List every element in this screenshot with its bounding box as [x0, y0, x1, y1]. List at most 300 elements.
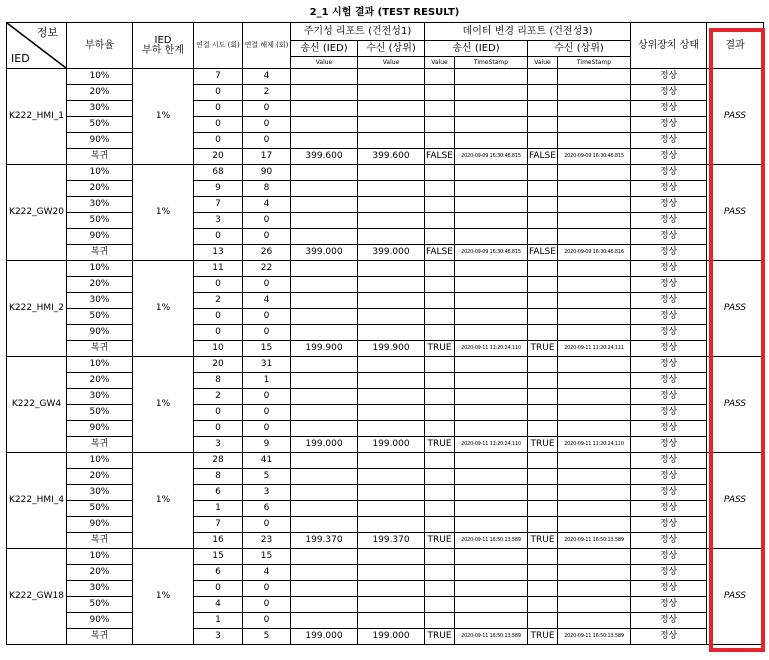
change-send-value — [425, 389, 455, 405]
periodic-recv-value — [358, 565, 425, 581]
corner-header-bottom: IED — [11, 52, 30, 65]
corner-header — [7, 23, 67, 69]
ied-limit-cell: 1% — [133, 165, 194, 261]
change-send-value — [425, 597, 455, 613]
periodic-recv-value — [358, 389, 425, 405]
load-rate-cell: 20% — [67, 373, 133, 389]
upper-status-cell: 정상 — [631, 629, 707, 645]
load-rate-cell: 50% — [67, 501, 133, 517]
change-recv-timestamp — [558, 613, 631, 629]
change-send-timestamp — [455, 421, 528, 437]
change-send-timestamp — [455, 229, 528, 245]
change-send-timestamp — [455, 453, 528, 469]
table-row — [7, 133, 764, 149]
change-send-value — [425, 213, 455, 229]
change-recv-value — [528, 197, 558, 213]
result-cell: PASS — [707, 261, 764, 357]
load-rate-cell: 30% — [67, 485, 133, 501]
load-rate-cell: 복귀 — [67, 533, 133, 549]
periodic-recv-value — [358, 517, 425, 533]
conn-release-cell: 15 — [243, 341, 291, 357]
table-row — [7, 309, 764, 325]
conn-attempt-cell: 20 — [194, 357, 243, 373]
change-recv-value — [528, 325, 558, 341]
periodic-send-value — [291, 165, 358, 181]
conn-attempt-cell: 3 — [194, 213, 243, 229]
change-recv-value: FALSE — [528, 245, 558, 261]
conn-release-cell: 0 — [243, 389, 291, 405]
change-send-timestamp — [455, 549, 528, 565]
conn-attempt-cell: 0 — [194, 405, 243, 421]
upper-status-cell: 정상 — [631, 277, 707, 293]
change-send-timestamp — [455, 309, 528, 325]
change-send-value — [425, 501, 455, 517]
change-recv-timestamp — [558, 357, 631, 373]
change-recv-timestamp — [558, 485, 631, 501]
periodic-recv-value: 199.900 — [358, 341, 425, 357]
change-recv-value — [528, 165, 558, 181]
periodic-report-header: 주기성 리포트 (건전성1) — [291, 23, 425, 41]
load-rate-cell: 30% — [67, 581, 133, 597]
change-send-value — [425, 565, 455, 581]
conn-release-cell: 4 — [243, 293, 291, 309]
change-send-timestamp — [455, 581, 528, 597]
change-recv-timestamp — [558, 165, 631, 181]
table-row — [7, 341, 764, 357]
periodic-recv-value — [358, 581, 425, 597]
periodic-send-value — [291, 309, 358, 325]
periodic-recv-value — [358, 181, 425, 197]
periodic-send-value — [291, 181, 358, 197]
conn-release-cell: 41 — [243, 453, 291, 469]
load-rate-cell: 10% — [67, 549, 133, 565]
change-send-timestamp — [455, 501, 528, 517]
load-rate-cell: 20% — [67, 469, 133, 485]
load-rate-cell: 20% — [67, 277, 133, 293]
conn-attempt-cell: 8 — [194, 373, 243, 389]
change-send-value: TRUE — [425, 629, 455, 645]
result-header: 결과 — [707, 23, 764, 69]
load-rate-cell: 50% — [67, 597, 133, 613]
periodic-send-value — [291, 261, 358, 277]
change-recv-timestamp: 2020-09-09 16:30:46.816 — [558, 245, 631, 261]
change-send-value — [425, 469, 455, 485]
result-cell: PASS — [707, 549, 764, 645]
ied-limit-header-line1: IED — [154, 34, 172, 46]
change-send-timestamp — [455, 101, 528, 117]
change-recv-value — [528, 565, 558, 581]
upper-status-cell: 정상 — [631, 229, 707, 245]
conn-release-cell: 26 — [243, 245, 291, 261]
change-recv-timestamp — [558, 373, 631, 389]
load-rate-cell: 90% — [67, 133, 133, 149]
table-row — [7, 405, 764, 421]
upper-status-cell: 정상 — [631, 181, 707, 197]
periodic-send-value — [291, 325, 358, 341]
load-rate-cell: 90% — [67, 613, 133, 629]
periodic-recv-value — [358, 69, 425, 85]
change-send-value: FALSE — [425, 245, 455, 261]
load-rate-cell: 10% — [67, 261, 133, 277]
change-send-timestamp — [455, 85, 528, 101]
upper-status-cell: 정상 — [631, 245, 707, 261]
conn-attempt-cell: 6 — [194, 565, 243, 581]
change-recv-value: TRUE — [528, 341, 558, 357]
load-rate-cell: 30% — [67, 389, 133, 405]
load-rate-cell: 50% — [67, 213, 133, 229]
conn-release-cell: 0 — [243, 421, 291, 437]
conn-release-cell: 0 — [243, 133, 291, 149]
table-row — [7, 261, 764, 277]
change-send-timestamp — [455, 277, 528, 293]
test-result-table — [6, 22, 764, 645]
change-send-timestamp — [455, 517, 528, 533]
conn-attempt-cell: 0 — [194, 133, 243, 149]
change-send-timestamp — [455, 133, 528, 149]
table-row — [7, 581, 764, 597]
periodic-recv-value — [358, 357, 425, 373]
load-rate-header: 부하율 — [67, 23, 133, 69]
conn-attempt-cell: 68 — [194, 165, 243, 181]
change-send-timestamp — [455, 597, 528, 613]
upper-status-cell: 정상 — [631, 565, 707, 581]
conn-release-cell: 90 — [243, 165, 291, 181]
change-recv-timestamp — [558, 597, 631, 613]
table-row — [7, 197, 764, 213]
change-send-timestamp — [455, 261, 528, 277]
change-recv-timestamp — [558, 469, 631, 485]
upper-status-cell: 정상 — [631, 613, 707, 629]
change-send-value — [425, 165, 455, 181]
periodic-recv-value — [358, 261, 425, 277]
upper-status-cell: 정상 — [631, 469, 707, 485]
change-recv-timestamp — [558, 277, 631, 293]
change-send-timestamp — [455, 197, 528, 213]
conn-release-cell: 15 — [243, 549, 291, 565]
load-rate-cell: 10% — [67, 69, 133, 85]
conn-attempt-cell: 1 — [194, 613, 243, 629]
change-recv-value — [528, 293, 558, 309]
change-recv-value — [528, 405, 558, 421]
change-recv-timestamp-header: TimeStamp — [558, 57, 631, 69]
change-recv-value — [528, 453, 558, 469]
upper-status-cell: 정상 — [631, 117, 707, 133]
conn-attempt-cell: 7 — [194, 197, 243, 213]
change-send-value — [425, 229, 455, 245]
conn-attempt-cell: 0 — [194, 325, 243, 341]
table-row — [7, 501, 764, 517]
change-recv-timestamp — [558, 85, 631, 101]
change-send-timestamp — [455, 565, 528, 581]
change-send-value — [425, 261, 455, 277]
change-send-timestamp — [455, 325, 528, 341]
periodic-recv-header: 수신 (상위) — [358, 41, 425, 57]
periodic-recv-value — [358, 293, 425, 309]
conn-release-cell: 0 — [243, 517, 291, 533]
conn-attempt-cell: 10 — [194, 341, 243, 357]
periodic-recv-value — [358, 229, 425, 245]
change-recv-value: TRUE — [528, 629, 558, 645]
conn-release-cell: 0 — [243, 405, 291, 421]
conn-release-cell: 4 — [243, 197, 291, 213]
periodic-recv-value: 199.000 — [358, 629, 425, 645]
periodic-recv-value — [358, 421, 425, 437]
load-rate-cell: 복귀 — [67, 437, 133, 453]
upper-status-cell: 정상 — [631, 197, 707, 213]
change-send-timestamp — [455, 469, 528, 485]
upper-status-cell: 정상 — [631, 133, 707, 149]
periodic-send-value: 399.600 — [291, 149, 358, 165]
conn-release-cell: 0 — [243, 581, 291, 597]
change-send-timestamp — [455, 117, 528, 133]
conn-attempt-cell: 3 — [194, 629, 243, 645]
conn-attempt-cell: 7 — [194, 69, 243, 85]
ied-name-cell: K222_GW20 — [7, 165, 67, 261]
periodic-send-value: 199.370 — [291, 533, 358, 549]
change-recv-value — [528, 373, 558, 389]
change-recv-value-header: Value — [528, 57, 558, 69]
conn-attempt-cell: 0 — [194, 309, 243, 325]
conn-attempt-cell: 6 — [194, 485, 243, 501]
conn-attempt-cell: 11 — [194, 261, 243, 277]
change-recv-value — [528, 389, 558, 405]
change-recv-timestamp — [558, 453, 631, 469]
table-row — [7, 165, 764, 181]
upper-status-cell: 정상 — [631, 213, 707, 229]
periodic-send-header: 송신 (IED) — [291, 41, 358, 57]
upper-status-cell: 정상 — [631, 597, 707, 613]
periodic-recv-value — [358, 165, 425, 181]
periodic-recv-value — [358, 277, 425, 293]
change-recv-timestamp — [558, 133, 631, 149]
conn-attempt-cell: 9 — [194, 181, 243, 197]
periodic-recv-value — [358, 485, 425, 501]
periodic-recv-value — [358, 613, 425, 629]
load-rate-cell: 50% — [67, 309, 133, 325]
change-recv-value — [528, 133, 558, 149]
conn-release-cell: 5 — [243, 629, 291, 645]
upper-status-cell: 정상 — [631, 549, 707, 565]
data-change-report-header: 데이터 변경 리포트 (건전성3) — [425, 23, 631, 41]
change-send-value — [425, 309, 455, 325]
change-send-value — [425, 421, 455, 437]
upper-status-cell: 정상 — [631, 485, 707, 501]
upper-status-cell: 정상 — [631, 165, 707, 181]
upper-status-cell: 정상 — [631, 405, 707, 421]
corner-header-top: 정보 — [36, 26, 58, 39]
load-rate-cell: 90% — [67, 517, 133, 533]
table-row — [7, 389, 764, 405]
conn-attempt-cell: 20 — [194, 149, 243, 165]
periodic-recv-value: 399.600 — [358, 149, 425, 165]
periodic-send-value — [291, 373, 358, 389]
periodic-recv-value — [358, 549, 425, 565]
conn-release-cell: 1 — [243, 373, 291, 389]
conn-attempt-cell: 0 — [194, 421, 243, 437]
conn-attempt-cell: 0 — [194, 101, 243, 117]
change-recv-value: TRUE — [528, 437, 558, 453]
periodic-send-value — [291, 565, 358, 581]
change-recv-timestamp — [558, 261, 631, 277]
table-row — [7, 565, 764, 581]
table-row — [7, 629, 764, 645]
change-recv-timestamp — [558, 181, 631, 197]
change-send-timestamp — [455, 405, 528, 421]
periodic-recv-value — [358, 197, 425, 213]
periodic-recv-value — [358, 405, 425, 421]
periodic-send-value — [291, 453, 358, 469]
change-send-value — [425, 197, 455, 213]
periodic-recv-value: 199.000 — [358, 437, 425, 453]
load-rate-cell: 복귀 — [67, 341, 133, 357]
periodic-recv-value — [358, 501, 425, 517]
conn-release-cell: 17 — [243, 149, 291, 165]
upper-status-cell: 정상 — [631, 453, 707, 469]
change-recv-value — [528, 517, 558, 533]
change-recv-timestamp — [558, 405, 631, 421]
conn-release-cell: 4 — [243, 69, 291, 85]
load-rate-cell: 20% — [67, 85, 133, 101]
change-recv-value — [528, 261, 558, 277]
change-recv-timestamp — [558, 101, 631, 117]
ied-limit-header — [133, 23, 194, 69]
load-rate-cell: 30% — [67, 293, 133, 309]
change-send-value — [425, 549, 455, 565]
change-recv-timestamp — [558, 229, 631, 245]
change-recv-value — [528, 213, 558, 229]
periodic-recv-value — [358, 133, 425, 149]
ied-limit-cell: 1% — [133, 549, 194, 645]
change-send-timestamp: 2020-09-11 16:50:13.589 — [455, 533, 528, 549]
load-rate-cell: 50% — [67, 117, 133, 133]
table-row — [7, 229, 764, 245]
conn-attempt-cell: 2 — [194, 389, 243, 405]
change-send-timestamp — [455, 69, 528, 85]
conn-attempt-cell: 13 — [194, 245, 243, 261]
change-recv-timestamp — [558, 309, 631, 325]
table-row — [7, 453, 764, 469]
change-recv-timestamp: 2020-09-11 16:50:13.589 — [558, 629, 631, 645]
conn-release-cell: 8 — [243, 181, 291, 197]
periodic-recv-value — [358, 101, 425, 117]
change-send-value — [425, 69, 455, 85]
change-recv-timestamp — [558, 501, 631, 517]
periodic-send-value: 199.000 — [291, 437, 358, 453]
change-recv-value — [528, 117, 558, 133]
conn-attempt-cell: 8 — [194, 469, 243, 485]
conn-attempt-cell: 16 — [194, 533, 243, 549]
upper-status-cell: 정상 — [631, 341, 707, 357]
conn-release-cell: 0 — [243, 101, 291, 117]
conn-attempt-cell: 0 — [194, 277, 243, 293]
load-rate-cell: 10% — [67, 165, 133, 181]
change-send-value — [425, 133, 455, 149]
change-recv-value — [528, 69, 558, 85]
change-send-timestamp — [455, 373, 528, 389]
change-recv-value — [528, 309, 558, 325]
periodic-recv-value-header: Value — [358, 57, 425, 69]
change-send-value-header: Value — [425, 57, 455, 69]
result-cell: PASS — [707, 453, 764, 549]
conn-release-cell: 31 — [243, 357, 291, 373]
table-row — [7, 69, 764, 85]
periodic-send-value — [291, 357, 358, 373]
change-recv-value — [528, 85, 558, 101]
upper-status-cell: 정상 — [631, 69, 707, 85]
conn-release-cell: 9 — [243, 437, 291, 453]
periodic-send-value — [291, 117, 358, 133]
upper-status-cell: 정상 — [631, 261, 707, 277]
change-send-timestamp: 2020-09-09 16:30:46.815 — [455, 149, 528, 165]
change-recv-timestamp — [558, 389, 631, 405]
change-recv-timestamp: 2020-09-11 11:20:24.110 — [558, 437, 631, 453]
change-send-value — [425, 101, 455, 117]
load-rate-cell: 30% — [67, 197, 133, 213]
table-row — [7, 485, 764, 501]
upper-status-cell: 정상 — [631, 437, 707, 453]
conn-attempt-cell: 0 — [194, 229, 243, 245]
change-recv-timestamp: 2020-09-11 11:20:24.111 — [558, 341, 631, 357]
change-recv-value — [528, 597, 558, 613]
periodic-send-value-header: Value — [291, 57, 358, 69]
table-row — [7, 373, 764, 389]
table-row — [7, 421, 764, 437]
table-row — [7, 149, 764, 165]
periodic-send-value: 199.000 — [291, 629, 358, 645]
table-row — [7, 533, 764, 549]
conn-attempt-cell: 4 — [194, 597, 243, 613]
periodic-send-value — [291, 501, 358, 517]
periodic-send-value: 399.000 — [291, 245, 358, 261]
conn-release-cell: 0 — [243, 229, 291, 245]
table-row — [7, 117, 764, 133]
periodic-send-value — [291, 389, 358, 405]
periodic-send-value — [291, 613, 358, 629]
periodic-send-value — [291, 197, 358, 213]
conn-attempt-cell: 0 — [194, 85, 243, 101]
change-send-timestamp — [455, 181, 528, 197]
table-row — [7, 181, 764, 197]
change-send-timestamp — [455, 485, 528, 501]
change-send-timestamp — [455, 357, 528, 373]
change-recv-timestamp — [558, 293, 631, 309]
periodic-send-value — [291, 133, 358, 149]
periodic-recv-value — [358, 85, 425, 101]
change-recv-timestamp — [558, 549, 631, 565]
change-send-timestamp: 2020-09-11 11:20:24.110 — [455, 341, 528, 357]
periodic-recv-value — [358, 373, 425, 389]
change-send-timestamp: 2020-09-11 16:50:13.589 — [455, 629, 528, 645]
conn-attempt-cell: 7 — [194, 517, 243, 533]
conn-release-cell: 0 — [243, 117, 291, 133]
change-recv-value — [528, 501, 558, 517]
change-send-timestamp: 2020-09-11 11:20:24.110 — [455, 437, 528, 453]
conn-release-cell: 22 — [243, 261, 291, 277]
ied-name-cell: K222_HMI_4 — [7, 453, 67, 549]
upper-status-cell: 정상 — [631, 501, 707, 517]
change-recv-timestamp — [558, 565, 631, 581]
conn-attempt-cell: 2 — [194, 293, 243, 309]
periodic-recv-value: 199.370 — [358, 533, 425, 549]
change-recv-value — [528, 581, 558, 597]
change-recv-timestamp — [558, 213, 631, 229]
periodic-send-value — [291, 405, 358, 421]
change-send-value — [425, 373, 455, 389]
upper-status-cell: 정상 — [631, 421, 707, 437]
conn-release-cell: 5 — [243, 469, 291, 485]
periodic-recv-value — [358, 469, 425, 485]
change-send-value — [425, 293, 455, 309]
